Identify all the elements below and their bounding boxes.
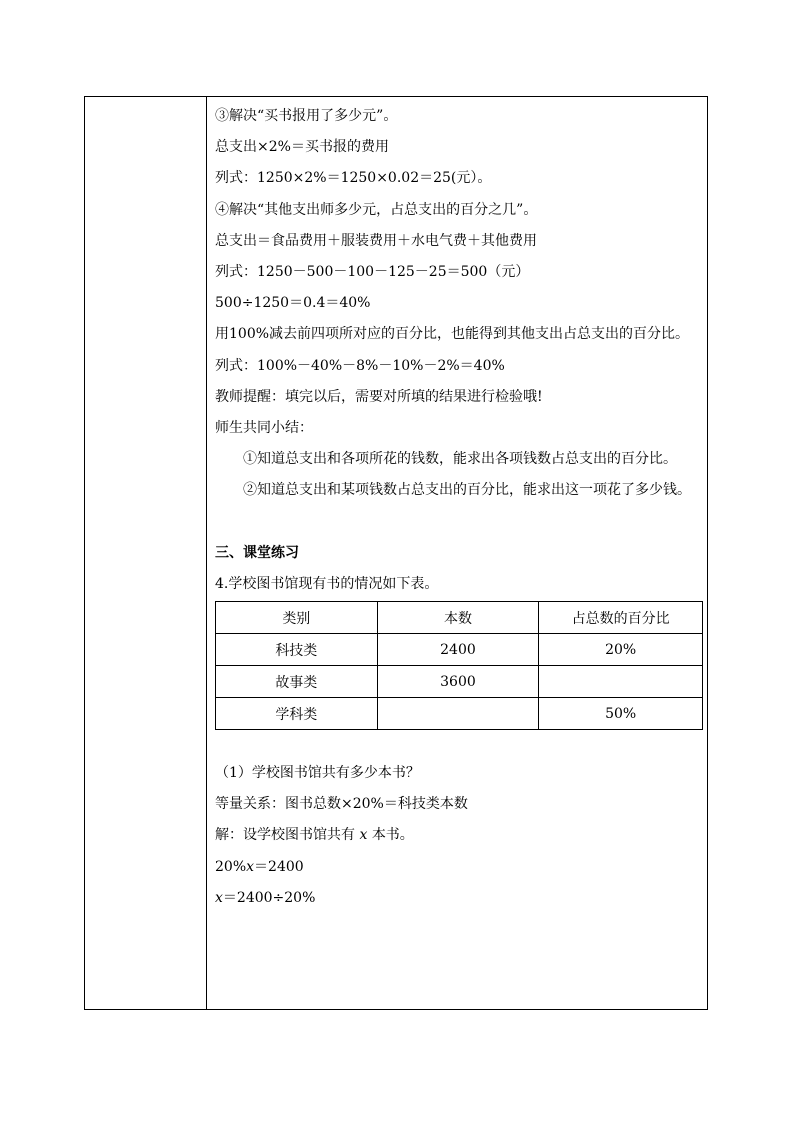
summary-point-2: ②知道总支出和某项钱数占总支出的百分比，能求出这一项花了多少钱。 — [243, 482, 691, 499]
step-4-title: ④解决“其他支出师多少元，占总支出的百分之几”。 — [215, 201, 538, 218]
alternative-method-text: 用100%减去前四项所对应的百分比，也能得到其他支出占总支出的百分比。 — [215, 326, 690, 343]
lesson-plan-table — [84, 96, 708, 1010]
equation-part: ＝2400÷20% — [222, 889, 316, 906]
table-cell: 故事类 — [216, 666, 378, 698]
table-cell — [377, 698, 539, 730]
table-cell — [539, 666, 703, 698]
table-header-row — [216, 602, 703, 634]
setup-prefix: 解：设学校图书馆共有 — [215, 827, 355, 844]
table-row — [216, 698, 703, 730]
section-title: 三、课堂练习 — [215, 544, 299, 561]
step-4-relation: 总支出＝食品费用＋服装费用＋水电气费＋其他费用 — [215, 232, 537, 249]
table-cell: 学科类 — [216, 698, 378, 730]
header-count: 本数 — [377, 602, 539, 634]
question-1: （1）学校图书馆共有多少本书？ — [215, 765, 420, 782]
equation-part: ＝2400 — [254, 858, 304, 875]
equation-2 — [215, 883, 699, 914]
summary-heading: 师生共同小结： — [215, 420, 313, 437]
step-3-relation: 总支出×2%＝买书报的费用 — [215, 139, 389, 156]
book-stats-table — [215, 601, 703, 730]
equation-1 — [215, 852, 699, 883]
content-column — [207, 97, 707, 1009]
equation-part: 20% — [215, 858, 247, 875]
table-cell: 20% — [539, 634, 703, 666]
table-row — [216, 666, 703, 698]
header-category: 类别 — [216, 602, 378, 634]
teacher-reminder: 教师提醒：填完以后，需要对所填的结果进行检验哦! — [215, 388, 543, 405]
left-column — [85, 97, 207, 1009]
table-cell: 3600 — [377, 666, 539, 698]
solution-setup — [215, 820, 699, 851]
equivalence-relation: 等量关系：图书总数×20%＝科技类本数 — [215, 796, 468, 813]
step-4-percent: 500÷1250＝0.4＝40% — [215, 295, 371, 312]
header-percent: 占总数的百分比 — [539, 602, 703, 634]
step-3-title: ③解决“买书报用了多少元”。 — [215, 108, 398, 124]
table-cell: 科技类 — [216, 634, 378, 666]
spacer — [215, 730, 699, 758]
summary-point-1: ①知道总支出和各项所花的钱数，能求出各项钱数占总支出的百分比。 — [243, 451, 677, 468]
variable: x — [215, 889, 223, 906]
table-row — [216, 634, 703, 666]
table-cell: 50% — [539, 698, 703, 730]
step-3-formula: 列式：1250×2%＝1250×0.02＝25(元）。 — [215, 170, 492, 187]
setup-suffix: 本书。 — [371, 827, 414, 844]
spacer — [215, 507, 699, 538]
table-cell: 2400 — [377, 634, 539, 666]
problem-statement: 4.学校图书馆现有书的情况如下表。 — [215, 575, 439, 592]
step-4-formula: 列式：1250－500－100－125－25＝500（元） — [215, 264, 530, 281]
variable: x — [359, 827, 368, 844]
variable: x — [246, 858, 255, 875]
alternative-formula: 列式：100%－40%－8%－10%－2%＝40% — [215, 357, 505, 374]
